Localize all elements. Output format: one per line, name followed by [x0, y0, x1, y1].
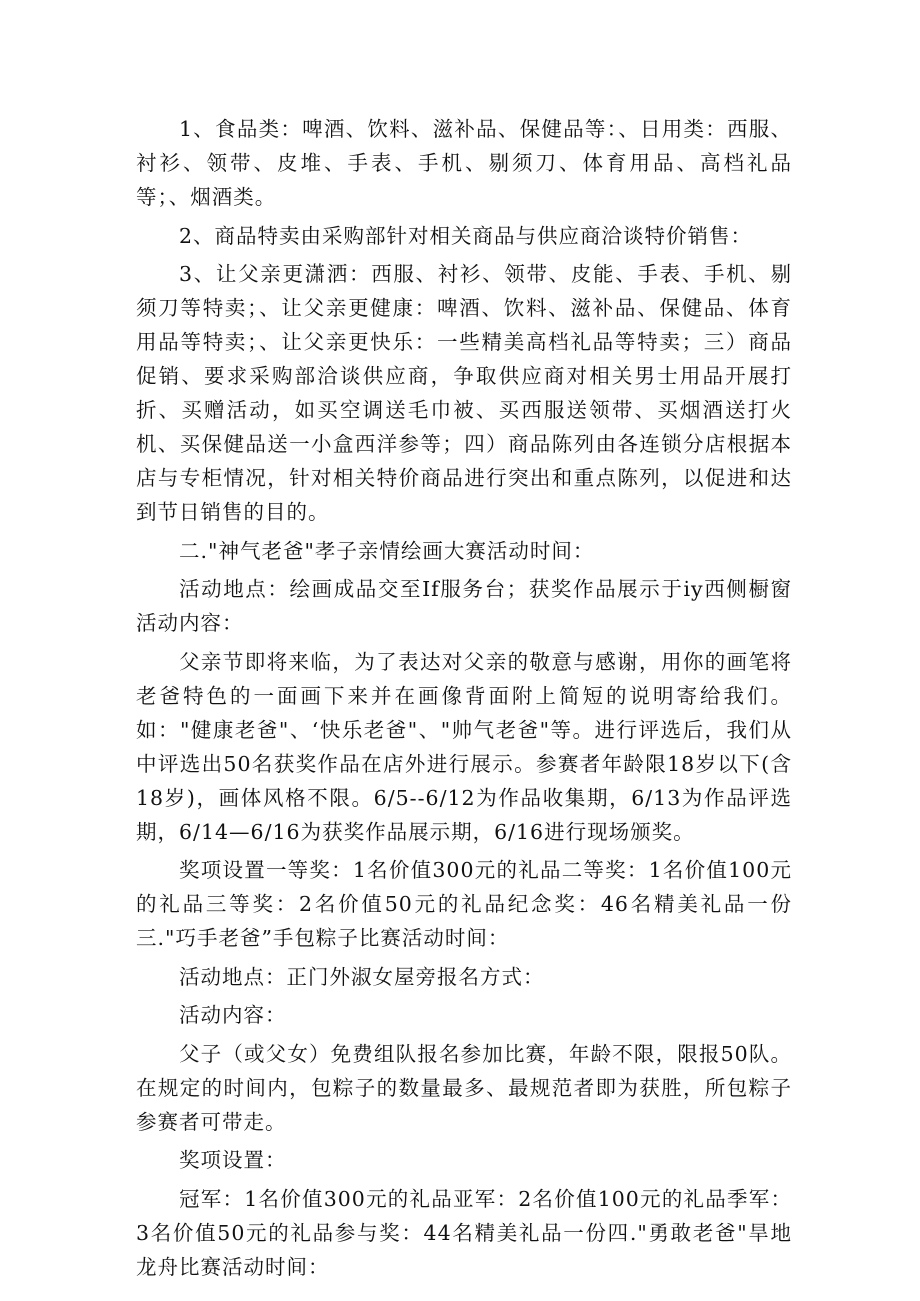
- paragraph-drawing-contest-location: 活动地点：绘画成品交至If服务台；获奖作品展示于iy西侧橱窗活动内容：: [136, 577, 792, 635]
- paragraph-special-sale: 2、商品特卖由采购部针对相关商品与供应商洽谈特价销售：: [179, 223, 753, 248]
- paragraph-father-themes: 3、让父亲更潇洒：西服、衬衫、领带、皮能、手表、手机、剔须刀等特卖；、让父亲更健康：啤酒、饮料、滋补品、保健品、体育用品等特卖；、让父亲更快乐：一些精美高档礼品等特卖；三）商品促销、要求采购部洽谈供应商，争取供应商对相关男士用品开展打折、买赠活动，如买空调送毛巾被、买西服送领带、买烟酒送打火机、买保健品送一小盒西洋参等；四）商品陈列由各连锁分店根据本店与专柜情况，针对相关特价商品进行突出和重点陈列，以促进和达到节日销售的目的。: [136, 262, 792, 524]
- paragraph-zongzi-rules: 父子（或父女）免费组队报名参加比赛，年龄不限，限报50队。在规定的时间内，包粽子的数量最多、最规范者即为获胜，所包粽子参赛者可带走。: [136, 1041, 792, 1134]
- paragraph-product-categories: 1、食品类：啤酒、饮料、滋补品、保健品等：、日用类：西服、衬衫、领带、皮堆、手表、手机、剔须刀、体育用品、高档礼品等；、烟酒类。: [136, 117, 792, 209]
- paragraph-zongzi-prizes: 冠军：1名价值300元的礼品亚军：2名价值100元的礼品季军：3名价值50元的礼品参与奖：44名精美礼品一份四."勇敢老爸"旱地龙舟比赛活动时间：: [136, 1186, 792, 1279]
- paragraph-drawing-contest-time: 二."神气老爸"孝子亲情绘画大赛活动时间：: [179, 538, 595, 563]
- paragraph-zongzi-content-heading: 活动内容：: [179, 1003, 287, 1027]
- paragraph-drawing-contest-prizes: 奖项设置一等奖：1名价值300元的礼品二等奖：1名价值100元的礼品三等奖：2名价值50元的礼品纪念奖：46名精美礼品一份三."巧手老爸”手包粽子比赛活动时间：: [136, 858, 792, 950]
- paragraph-zongzi-prizes-heading: 奖项设置：: [179, 1148, 287, 1172]
- paragraph-drawing-contest-content: 父亲节即将来临，为了表达对父亲的敬意与感谢，用你的画笔将老爸特色的一面画下来并在画像背面附上简短的说明寄给我们。如："健康老爸"、‘快乐老爸"、"帅气老爸"等。进行评选后，我们从中评选出50名获奖作品在店外进行展示。参赛者年龄限18岁以下(含18岁)，画体风格不限。6/5--6/12为作品收集期，6/13为作品评选期，6/14—6/16为获奖作品展示期，6/16进行现场颁奖。: [136, 649, 792, 844]
- paragraph-zongzi-location: 活动地点：正门外淑女屋旁报名方式：: [179, 964, 545, 989]
